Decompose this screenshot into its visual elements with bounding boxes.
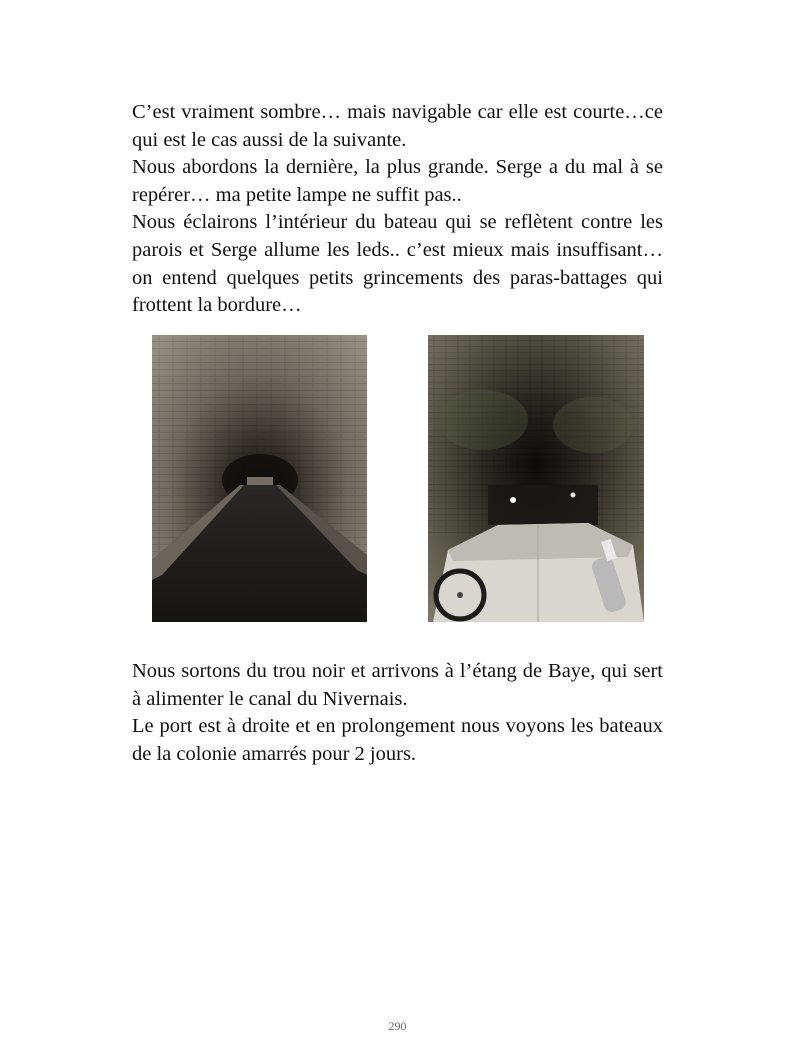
paragraph: Nous sortons du trou noir et arrivons à l’étang de Baye, qui sert à alimenter le canal du Nivernais. [132,660,663,710]
tunnel-photo-canal [152,335,367,622]
paragraph: C’est vraiment sombre… mais navigable car elle est courte…ce qui est le cas aussi de la suivante. [132,101,663,151]
paragraph: Nous abordons la dernière, la plus grande. Serge a du mal à se repérer… ma petite lampe ne suffit pas.. [132,156,663,206]
text-block-top [132,99,663,320]
paragraph: Nous éclairons l’intérieur du bateau qui se reflètent contre les parois et Serge allume les leds.. c’est mieux mais insuffisant… on entend quelques petits grincements des paras-battages qui frottent la bordure… [132,211,663,317]
text-block-bottom [132,658,663,768]
page-number: 290 [388,1019,407,1033]
paragraph: Le port est à droite et en prolongement nous voyons les bateaux de la colonie amarrés pour 2 jours. [132,715,663,765]
tunnel-photo-boat-deck [428,335,644,622]
